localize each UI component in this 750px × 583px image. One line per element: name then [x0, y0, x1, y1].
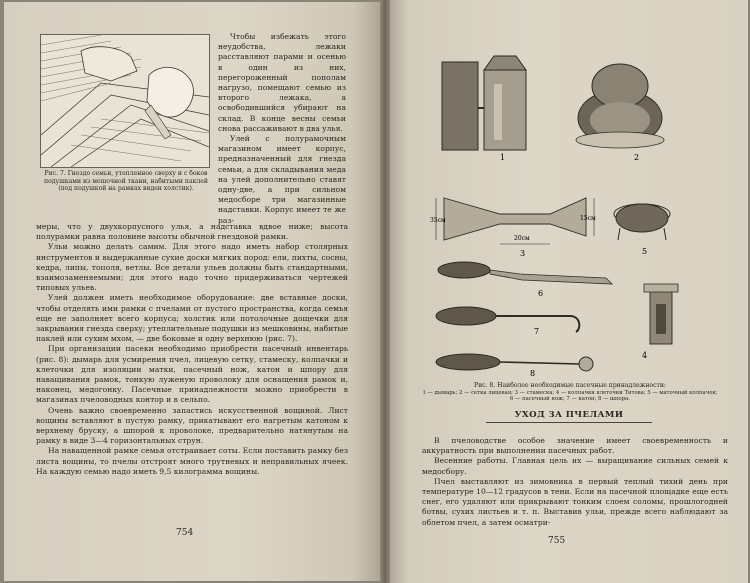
dimension-label: 15см [580, 215, 596, 222]
figure-8-title: Рис. 8. Наиболее необходимые пасечные принадлежности: [473, 382, 666, 389]
roller-tool-icon [436, 307, 579, 332]
queen-cage-icon [614, 204, 670, 240]
book-gutter [380, 0, 390, 583]
paragraph: Очень важно своевременно запастись искусственной вощиной. Лист вощины вставляют в пустую рамку, прикатывают его нагретым катоном к верхнему бруску, а шпорой к проволоке, предварительно натянутым на рамку в виде 3—4 горизонтальных струн. [36, 405, 348, 446]
figure-8-legend: 1 — дымарь; 2 — сетка лицевая; 3 — стамеска; 4 — колпачки клеточки Титова; 5 — маточный колпачок; 6 — пасечный нож; 7 — катон; 8 — шпора. [422, 389, 718, 403]
right-page-main-column [422, 436, 728, 528]
right-page-number: 755 [548, 536, 566, 546]
figure-8-caption [420, 382, 720, 403]
figure-8-illustration [430, 48, 692, 378]
figure-label: 6 [538, 289, 544, 298]
hive-knife-icon [438, 262, 612, 284]
figure-label: 8 [530, 369, 536, 378]
figure-label: 5 [642, 247, 648, 256]
dimension-label: 20см [514, 235, 530, 242]
dimension-label: 35см [430, 217, 446, 224]
paragraph: Ульи можно делать самим. Для этого надо иметь набор столярных инструментов и выдержанные сухие доски мягких пород: ели, пихты, сосны, кедра, липы, тополя, ветлы. Все детали ульев должны быть стандартными, взаимозаменяемыми; для этого надо точно придерживаться чертежей типовых ульев. [36, 242, 348, 293]
paragraph: На наващенной рамке семья отстраивает соты. Если поставить рамку без листа вощины, то пчелы отстроят много трутневых и неправильных ячеек. На каждую семью надо иметь 9,5 килограмма вощины. [36, 446, 348, 476]
cage-cap-icon [644, 284, 678, 344]
figure-label: 4 [642, 351, 648, 360]
smoker-icon [442, 56, 526, 150]
section-heading: УХОД ЗА ПЧЕЛАМИ [514, 410, 624, 420]
figure-label: 7 [534, 327, 540, 336]
paragraph: В пчеловодстве особое значение имеет своевременность и аккуратность при выполнении пасечных работ. [422, 436, 728, 456]
figure-label: 1 [500, 153, 506, 162]
veil-icon [576, 64, 664, 148]
spur-tool-icon [436, 354, 593, 371]
figure-7-illustration [40, 34, 210, 168]
left-page-main-column [36, 222, 348, 477]
figure-label: 3 [520, 249, 526, 258]
paragraph: Улей должен иметь необходимое оборудование: две вставные доски, чтобы отделять ими рамки с пчелами от пустого пространства, когда семья еще не заполняет всего корпуса; холстик или потолочные дощечки для закрывания гнезда сверху; утеплительные подушки из мешковины, набитые паклей или сухим мхом, — две боковые и одну верхнюю (рис. 7). [36, 293, 348, 344]
paragraph: Улей с полурамочным магазином имеет корпус, предназначенный для гнезда семьи, а для складывания меда на улей дополнительно ставят одну-две, а при сильном медосборе три магазинные надставки. Корпус имеет те же раз- [218, 134, 346, 225]
left-page-number: 754 [176, 528, 194, 538]
paragraph: Пчел выставляют из зимовника в первый теплый тихий день при температуре 10—12 градусов в тени. Если на пасечной площадке еще есть снег, его удаляют или прикрывают тонким слоем соломы, прошлогодней ботвы, сухих листьев и т. п. Выставив ульи, прежде всего наблюдают за облетом пчел, а затем осматри- [422, 476, 728, 527]
paragraph: Весенние работы. Главная цель их — выращивание сильных семей к медосбору. [422, 456, 728, 476]
left-page-top-column [218, 32, 346, 226]
paragraph: Чтобы избежать этого неудобства, лежаки расставляют парами и осенью в один из них, перегороженный пополам нагрузо, помещают семью из второго лежака, а освободившийся убирают на склад. В конце весны семьи снова рассаживают в два улья. [218, 32, 346, 133]
section-divider [486, 422, 652, 423]
figure-label: 2 [634, 153, 640, 162]
figure-7-caption: Рис. 7. Гнездо семьи, утепленное сверху и с боков подушками из мешочной ткани, набитыми паклей (под подушкой на рамках виден холстик). [44, 170, 208, 193]
paragraph: меры, что у двухкорпусного улья, а надставка вдвое ниже; высота полурамки равна половине высоты обычной гнездовой рамки. [36, 222, 348, 242]
paragraph: При организации пасеки необходимо приобрести пасечный инвентарь (рис. 8): дымарь для усмирения пчел, лицевую сетку, стамеску, колпачки и клеточки для изоляции матки, пасечный нож, катон и шпору для наващивания рамок, тонкую луженую проволоку для оснащения рамок и, наконец, медогонку. Пасечные принадлежности можно приобрести в магазинах пчеловодных контор и в сельпо. [36, 344, 348, 405]
